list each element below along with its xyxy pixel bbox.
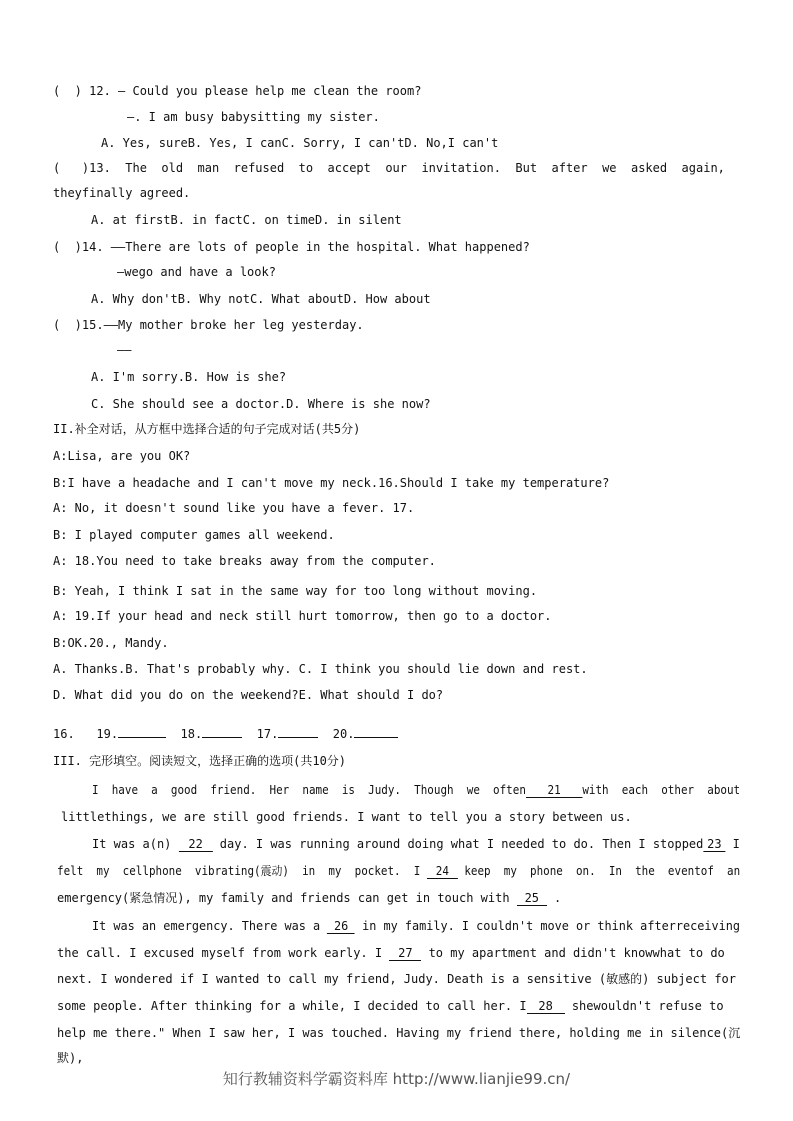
p2-text: keep my phone on. In the eventof an <box>457 864 741 878</box>
q12-reply: —. I am busy babysitting my sister. <box>127 110 380 124</box>
dialog-line: B: I played computer games all weekend. <box>53 528 335 542</box>
answer-label-20: 20. <box>332 727 355 741</box>
p2-line3 <box>57 890 561 906</box>
p3-text: to my apartment and didn't knowwhat to do <box>421 946 725 960</box>
answer-label-19: 19. <box>96 727 119 741</box>
section2-heading: II.补全对话，从方框中选择合适的句子完成对话(共5分) <box>53 422 361 436</box>
answer-blank-19[interactable] <box>118 737 166 738</box>
answer-label-16: 16. <box>53 727 75 741</box>
dialog-line: B:OK.20., Mandy. <box>53 636 169 650</box>
q12-options: A. Yes, sureB. Yes, I canC. Sorry, I can'tD. No,I can't <box>101 136 499 150</box>
q14-reply: —wego and have a look? <box>117 265 276 279</box>
p2-text: felt my cellphone vibrating(震动) in my pocket. I <box>57 864 427 878</box>
option-line: A. Thanks.B. That's probably why. C. I think you should lie down and rest. <box>53 662 588 676</box>
blank-26[interactable]: 26 <box>327 919 355 934</box>
p2-text: emergency(紧急情况), my family and friends can get in touch with <box>57 891 517 905</box>
blank-21[interactable]: 21 <box>526 783 582 798</box>
p3-line1 <box>92 918 740 934</box>
q13-options: A. at firstB. in factC. on timeD. in silent <box>91 213 402 227</box>
blank-22[interactable]: 22 <box>179 837 213 852</box>
blank-23[interactable]: 23 <box>703 837 725 852</box>
p3-text: the call. I excused myself from work early. I <box>57 946 390 960</box>
answer-row <box>53 726 398 742</box>
q12-stem: ( ) 12. — Could you please help me clean the room? <box>53 84 422 98</box>
option-line: D. What did you do on the weekend?E. What should I do? <box>53 688 444 702</box>
q13-stem: ( )13. The old man refused to accept our invitation. But after we asked again, <box>53 161 725 175</box>
p1-line1 <box>92 782 740 798</box>
dialog-line: A:Lisa, are you OK? <box>53 449 191 463</box>
p3-text: in my family. I couldn't move or think afterreceiving <box>354 919 741 933</box>
p2-text: day. I was running around doing what I needed to do. Then I stopped <box>212 837 704 851</box>
p3-line3: next. I wondered if I wanted to call my friend, Judy. Death is a sensitive (敏感的) subject for <box>57 972 736 986</box>
p2-text: It was a(n) <box>92 837 179 851</box>
q15-stem: ( )15.——My mother broke her leg yesterday. <box>53 318 364 332</box>
q14-stem: ( )14. ——There are lots of people in the hospital. What happened? <box>53 240 530 254</box>
q15-options-1: A. I'm sorry.B. How is she? <box>91 370 287 384</box>
p2-line2 <box>57 863 740 879</box>
p1-line2: littlethings, we are still good friends. I want to tell you a story between us. <box>61 810 632 824</box>
p3-text: some people. After thinking for a while, I decided to call her. I <box>57 999 527 1013</box>
q15-reply: —— <box>117 343 132 357</box>
blank-28[interactable]: 28 <box>527 999 565 1014</box>
answer-label-17: 17. <box>256 727 279 741</box>
q14-options: A. Why don'tB. Why notC. What aboutD. How about <box>91 292 431 306</box>
p3-text: It was an emergency. There was a <box>92 919 328 933</box>
answer-blank-20[interactable] <box>354 737 398 738</box>
p3-line5: help me there." When I saw her, I was touched. Having my friend there, holding me in silence(沉 <box>57 1026 741 1040</box>
q15-options-2: C. She should see a doctor.D. Where is she now? <box>91 397 431 411</box>
blank-25[interactable]: 25 <box>517 891 547 906</box>
answer-blank-18[interactable] <box>202 737 242 738</box>
p1-text: with each other about <box>582 783 741 797</box>
section3-heading: III. 完形填空。阅读短文，选择正确的选项(共10分) <box>53 754 347 768</box>
dialog-line: A: 19.If your head and neck still hurt tomorrow, then go to a doctor. <box>53 609 552 623</box>
dialog-line: A: 18.You need to take breaks away from the computer. <box>53 554 436 568</box>
dialog-line: B: Yeah, I think I sat in the same way for too long without moving. <box>53 584 538 598</box>
dialog-line: B:I have a headache and I can't move my neck.16.Should I take my temperature? <box>53 476 610 490</box>
p3-line2 <box>57 945 725 961</box>
footer-watermark: 知行教辅资料学霸资料库 http://www.lianjie99.cn/ <box>222 1070 571 1088</box>
p3-line6: 默), <box>57 1051 84 1065</box>
p2-text: I <box>725 837 740 851</box>
p3-line4 <box>57 998 724 1014</box>
p3-text: shewouldn't refuse to <box>564 999 724 1013</box>
blank-27[interactable]: 27 <box>389 946 421 961</box>
p1-text: I have a good friend. Her name is Judy. Though we often <box>92 783 526 797</box>
dialog-line: A: No, it doesn't sound like you have a fever. 17. <box>53 501 415 515</box>
p2-line1 <box>92 836 740 852</box>
q13-stem-cont: theyfinally agreed. <box>53 186 191 200</box>
blank-24[interactable]: 24 <box>427 864 458 879</box>
answer-label-18: 18. <box>180 727 203 741</box>
answer-blank-17[interactable] <box>278 737 318 738</box>
p2-text: . <box>546 891 562 905</box>
